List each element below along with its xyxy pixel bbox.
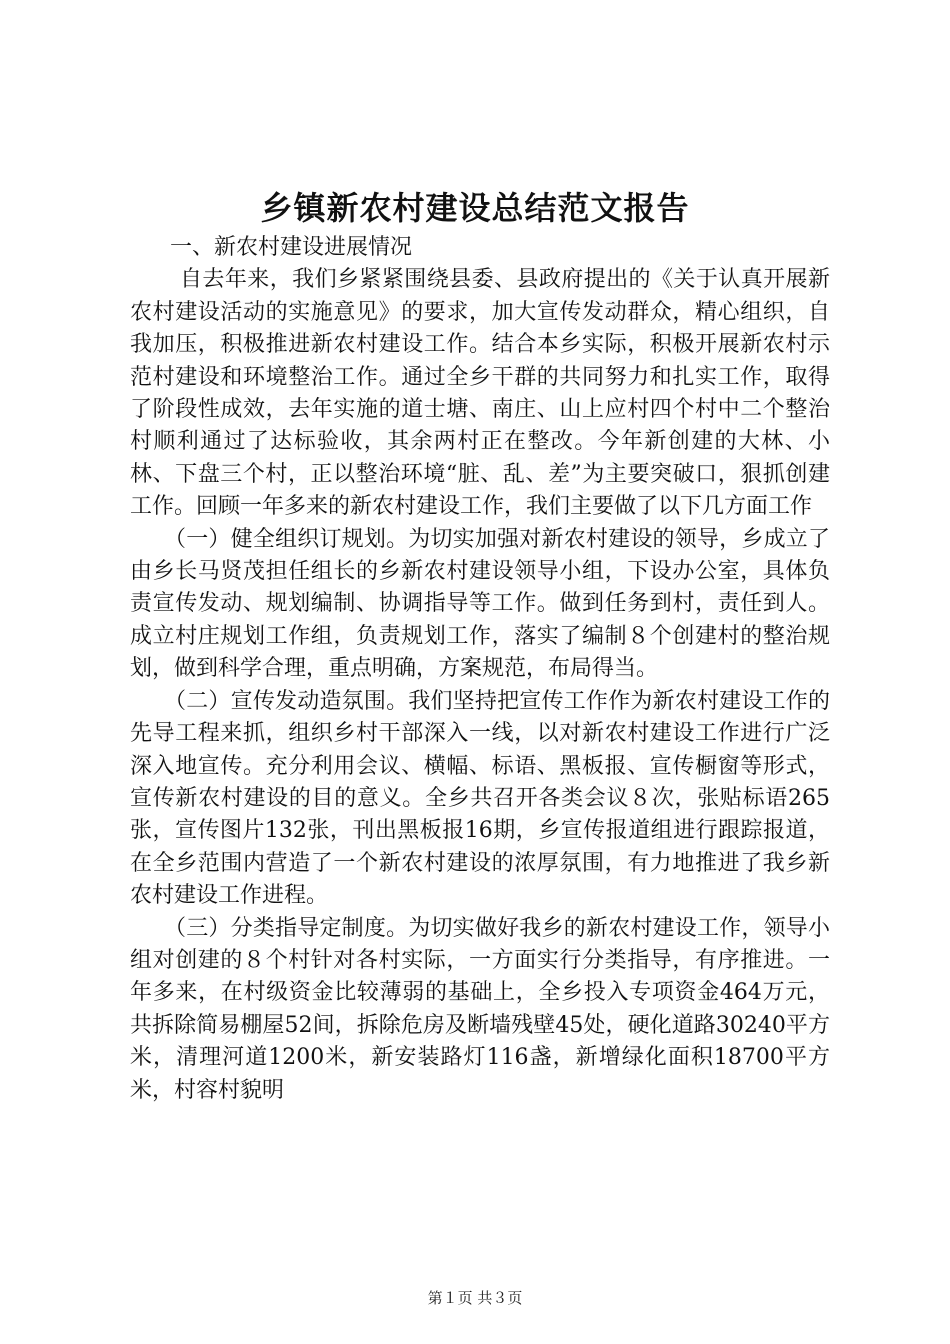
- document-body: [130, 232, 830, 1107]
- paragraph-organization: （一）健全组织订规划。为切实加强对新农村建设的领导，乡成立了由乡长马贤茂担任组长的乡新农村建设领导小组，下设办公室，具体负责宣传发动、规划编制、协调指导等工作。做到任务到村，责任到人。成立村庄规划工作组，负责规划工作，落实了编制８个创建村的整治规划，做到科学合理，重点明确，方案规范，布局得当。: [130, 526, 830, 682]
- paragraph-guidance: （三）分类指导定制度。为切实做好我乡的新农村建设工作，领导小组对创建的８个村针对各村实际，一方面实行分类指导，有序推进。一年多来，在村级资金比较薄弱的基础上，全乡投入专项资金464万元，共拆除简易棚屋52间，拆除危房及断墙残壁45处，硬化道路30240平方米，清理河道1200米，新安装路灯116盏，新增绿化面积18700平方米，村容村貌明: [130, 915, 830, 1103]
- paragraph-intro: 自去年来，我们乡紧紧围绕县委、县政府提出的《关于认真开展新农村建设活动的实施意见》的要求，加大宣传发动群众，精心组织，自我加压，积极推进新农村建设工作。结合本乡实际，积极开展新农村示范村建设和环境整治工作。通过全乡干群的共同努力和扎实工作，取得了阶段性成效，去年实施的道士塘、南庄、山上应村四个村中二个整治村顺利通过了达标验收，其余两村正在整改。今年新创建的大林、小林、下盘三个村，正以整治环境“脏、乱、差”为主要突破口，狠抓创建工作。回顾一年多来的新农村建设工作，我们主要做了以下几方面工作: [130, 267, 830, 520]
- section-heading: 一、新农村建设进展情况: [170, 235, 413, 260]
- page-footer: 第１页 共３页: [427, 1289, 523, 1307]
- paragraph-publicity: （二）宣传发动造氛围。我们坚持把宣传工作作为新农村建设工作的先导工程来抓，组织乡村干部深入一线，以对新农村建设工作进行广泛深入地宣传。充分利用会议、横幅、标语、黑板报、宣传橱窗等形式，宣传新农村建设的目的意义。全乡共召开各类会议８次，张贴标语265张，宣传图片132张，刊出黑板报16期，乡宣传报道组进行跟踪报道，在全乡范围内营造了一个新农村建设的浓厚氛围，有力地推进了我乡新农村建设工作进程。: [130, 688, 830, 909]
- document-title: 乡镇新农村建设总结范文报告: [260, 189, 690, 227]
